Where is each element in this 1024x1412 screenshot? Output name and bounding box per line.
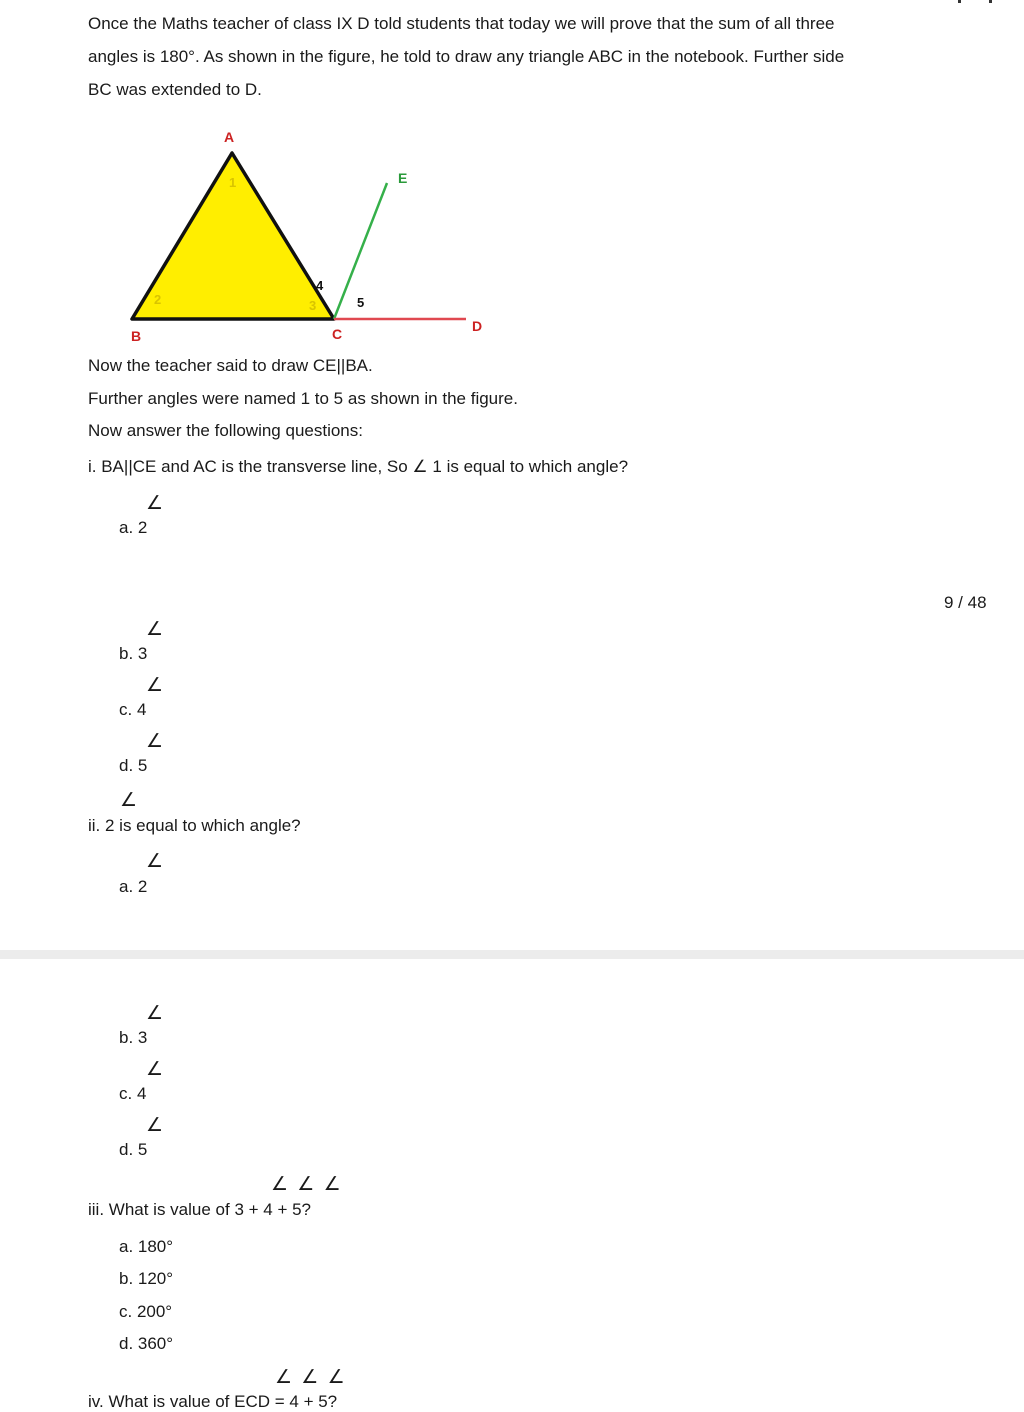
top-edge-marks <box>958 0 992 3</box>
angle-symbol: ∠ <box>146 851 164 872</box>
angle-label-2: 2 <box>154 292 162 307</box>
intro-line-2: angles is 180°. As shown in the figure, he told to draw any triangle ABC in the notebook. Further side <box>88 47 845 66</box>
question-1-option-b: b. 3 <box>119 644 148 663</box>
question-1-option-d: d. 5 <box>119 756 148 775</box>
question-2-option-a: a. 2 <box>119 877 148 896</box>
label-d: D <box>472 318 483 334</box>
label-e: E <box>398 170 408 186</box>
question-4-text: iv. What is value of ECD = 4 + 5? <box>88 1392 338 1411</box>
label-a: A <box>224 129 235 145</box>
instruction-prompt: Now answer the following questions: <box>88 421 363 440</box>
intro-line-1: Once the Maths teacher of class IX D told students that today we will prove that the sum of all three <box>88 14 835 33</box>
question-1-option-c: c. 4 <box>119 700 147 719</box>
angle-symbol: ∠ <box>146 1115 164 1136</box>
label-c: C <box>332 326 343 342</box>
question-3-option-c: c. 200° <box>119 1302 173 1321</box>
triangle-figure <box>110 115 510 355</box>
angle-symbol: ∠ <box>146 1059 164 1080</box>
angle-symbol: ∠ <box>146 675 164 696</box>
angle-symbol: ∠ <box>146 1003 164 1024</box>
question-3-option-d: d. 360° <box>119 1334 174 1353</box>
question-2-option-c: c. 4 <box>119 1084 147 1103</box>
angle-label-1: 1 <box>229 175 237 190</box>
page-number: 9 / 48 <box>944 593 987 612</box>
angle-label-5: 5 <box>357 295 365 310</box>
question-2-option-b: b. 3 <box>119 1028 148 1047</box>
question-2-text: ii. 2 is equal to which angle? <box>88 816 301 835</box>
question-3-option-a: a. 180° <box>119 1237 174 1256</box>
question-2-option-d: d. 5 <box>119 1140 148 1159</box>
angle-label-4: 4 <box>316 278 324 293</box>
instruction-draw: Now the teacher said to draw CE||BA. <box>88 356 373 375</box>
angle-symbol: ∠ <box>146 619 164 640</box>
intro-line-3: BC was extended to D. <box>88 80 262 99</box>
page-divider <box>0 950 1024 959</box>
label-b: B <box>131 328 142 344</box>
angle-label-3: 3 <box>309 298 317 313</box>
angle-symbol: ∠ <box>120 790 138 811</box>
angle-symbol: ∠ <box>146 493 164 514</box>
angle-symbol: ∠ <box>146 731 164 752</box>
question-1-option-a: a. 2 <box>119 518 148 537</box>
instruction-naming: Further angles were named 1 to 5 as shown in the figure. <box>88 389 518 408</box>
question-4-angle-symbols: ∠ ∠ ∠ <box>275 1367 347 1388</box>
question-3-angle-symbols: ∠ ∠ ∠ <box>271 1174 343 1195</box>
question-3-option-b: b. 120° <box>119 1269 174 1288</box>
question-1-text: i. BA||CE and AC is the transverse line, So ∠ 1 is equal to which angle? <box>88 457 629 476</box>
question-3-text: iii. What is value of 3 + 4 + 5? <box>88 1200 312 1219</box>
